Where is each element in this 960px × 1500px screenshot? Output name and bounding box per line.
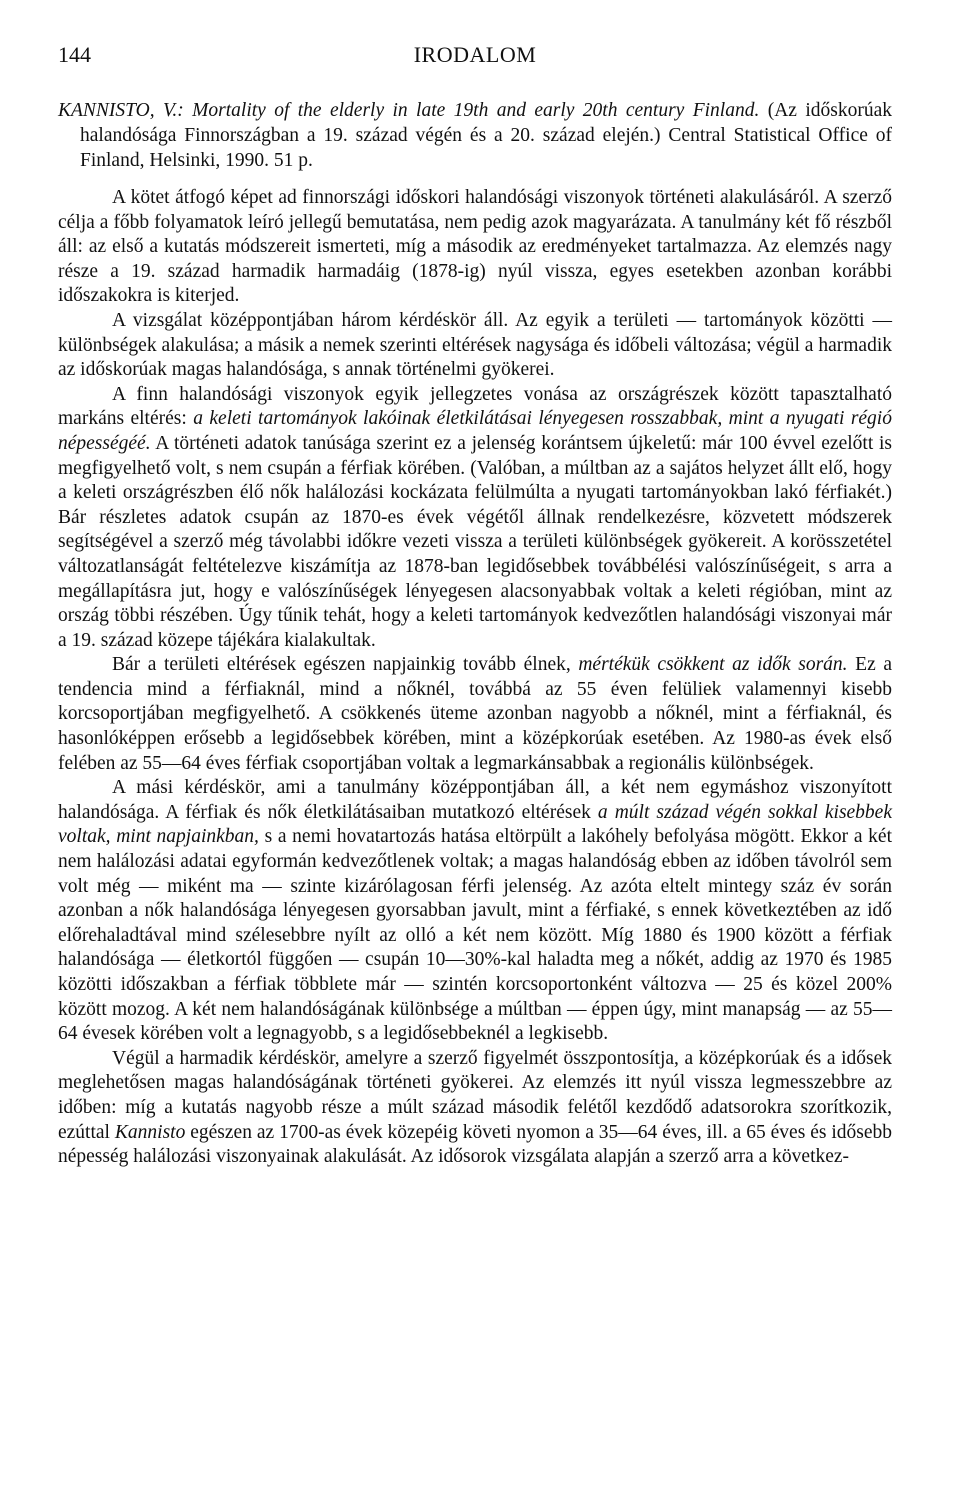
paragraph-6-text-b: egészen az 1700-as évek közepéig követi nyomon a 35—64 éves, ill. a 65 éves és idősebb népesség halálozási viszonyainak alakulását. Az idősorok vizsgálata alapján a szerző arra a következ- (58, 1121, 893, 1168)
paragraph-1 (58, 186, 892, 309)
paragraph-5 (58, 776, 892, 1047)
section-title: IRODALOM (413, 42, 537, 67)
paragraph-2-text: A vizsgálat középpontjában három kérdéskör áll. Az egyik a területi — tartományok közötti — különbségek alakulása; a másik a nemek szerinti eltérések nagysága és időbeli változása; végül a harmadik az időskorúak magas halandósága, s annak történelmi gyökerei. (58, 309, 892, 381)
paragraph-4-text-b: Ez a tendencia mind a férfiaknál, mind a nőknél, továbbá az 55 éven felüliek valamennyi kisebb korcsoportjában megfigyelhető. A csökkenés üteme azonban nagyobb a nőknél, mint a férfiaknál, és hasonlóképpen erősebb a legidősebbek körében, mint a középkorúak esetében. Az 1980-as évek első felében az 55—64 éves férfiak csoportjában voltak a legmarkánsabbak a regionális különbségek. (58, 654, 892, 774)
paragraph-1-text: A kötet átfogó képet ad finnországi időskori halandósági viszonyok történeti alakulásáról. A szerző célja a főbb folyamatok leíró jellegű bemutatása, nem pedig azok magyarázata. A tanulmány két fő részből áll: az első a kutatás módszereit ismerteti, míg a második az eredményeket tartalmazza. Az elemzés nagy része a 19. század harmadik harmadáig (1878-ig) nyúl vissza, egyes esetekben azonban korábbi időszakokra is kiterjed. (58, 187, 892, 307)
paragraph-3-text-a: A finn halandósági viszonyok egyik jellegzetes vonása az országrészek között tapasztalható markáns eltérés: (58, 383, 892, 430)
citation-details: (Az időskorúak halandósága Finnországban a 19. század végén és a 20. század elején.) Central Statistical Office of Finland, Helsinki, 1990. 51 p. (80, 100, 892, 171)
paragraph-4-emphasis: mértékük csökkent az idők során. (578, 654, 848, 676)
paragraph-3-emphasis: a keleti tartományok lakóinak életkilátásai lényegesen rosszabbak, mint a nyugati régió népességéé. (58, 408, 892, 454)
paragraph-5-emphasis: a múlt század végén sokkal kisebbek voltak, mint napjainkban, (58, 801, 892, 848)
citation-author: KANNISTO, V. (58, 100, 178, 121)
paragraph-6-text-a: Végül a harmadik kérdéskör, amelyre a szerző figyelmét összpontosítja, a középkorúak és a idősek meglehetősen magas halandóságának történeti gyökerei. Az elemzés itt nyúl vissza legmesszebbre az időben: míg a kutatás nagyobb része a múlt század második felétől kezdődő adatsorokra szorítkozik, ezúttal (58, 1047, 892, 1143)
paragraph-6 (58, 1047, 892, 1170)
paragraph-5-text-a: A mási kérdéskör, ami a tanulmány középpontjában áll, a két nem egymáshoz viszonyított halandósága. A férfiak és nők életkilátásaiban mutatkozó eltérések (58, 777, 892, 823)
review-body (58, 186, 892, 1170)
citation-title: Mortality of the elderly in late 19th and early 20th century Finland. (192, 100, 760, 121)
paragraph-2 (58, 309, 892, 383)
paragraph-4-text-a: Bár a területi eltérések egészen napjainkig tovább élnek, (112, 654, 579, 676)
document-page (58, 38, 892, 1170)
page-number: 144 (58, 42, 91, 67)
running-head (58, 38, 892, 78)
bibliographic-citation (58, 98, 892, 173)
citation-separator: : (177, 100, 193, 121)
paragraph-6-emphasis: Kannisto (114, 1121, 186, 1143)
paragraph-5-text-b: s a nemi hovatartozás hatása eltörpült a lakóhely befolyása mögött. Ekkor a két nem halálozási adatai egyformán kedvezőtlenek voltak; a magas halandóság ebben az időben távolról sem volt még — miként ma — szinte kizárólagosan férfi jelenség. Az azóta eltelt mintegy száz év során azonban a nők halandósága lényegesen gyorsabban javult, mint a férfiaké, s ennek következtében az idő előrehaladtával mind szélesebbre nyílt az olló a két nem között. Míg 1880 és 1900 között a férfiak halandósága — életkortól függően — csupán 10—30%-kal haladta meg a nőkét, addig az 1970 és 1985 közötti időszakban a férfiak többlete már — szintén korcsoportonként változva — 25 és közel 200% között mozog. A két nem halandóságának különbsége a múltban — éppen úgy, mint manapság — az 55—64 évesek körében volt a legnagyobb, s a legidősebbeknél a legkisebb. (58, 826, 892, 1045)
paragraph-3-text-b: A történeti adatok tanúsága szerint ez a jelenség korántsem újkeletű: már 100 évvel ezelőtt is megfigyelhető volt, s nem csupán a férfiak körében. (Valóban, a múltban az a sajátos helyzet állt elő, hogy a keleti országrészben élő nők halálozási kockázata felülmúlta a nyugati tartományokban lakó férfiakét.) Bár részletes adatok csupán az 1870-es évek végétől állnak rendelkezésre, közvetett módszerek segítségével a szerző még távolabbi időkre vezeti vissza a területi különbségek gyökereit. A korösszetétel változatlanságát feltételezve kiszámítja az 1878-ban legidősebbek továbbélési valószínűségeit, s arra a megállapításra jut, hogy e valószínűségek lényegesen alacsonyabbak voltak a keleti régióban, mint az ország többi részében. Úgy tűnik tehát, hogy a keleti tartományok kedvezőtlen halandósági viszonyai már a 19. század közepe tájékára kialakultak. (58, 432, 892, 651)
paragraph-4 (58, 653, 892, 776)
paragraph-3 (58, 383, 892, 654)
